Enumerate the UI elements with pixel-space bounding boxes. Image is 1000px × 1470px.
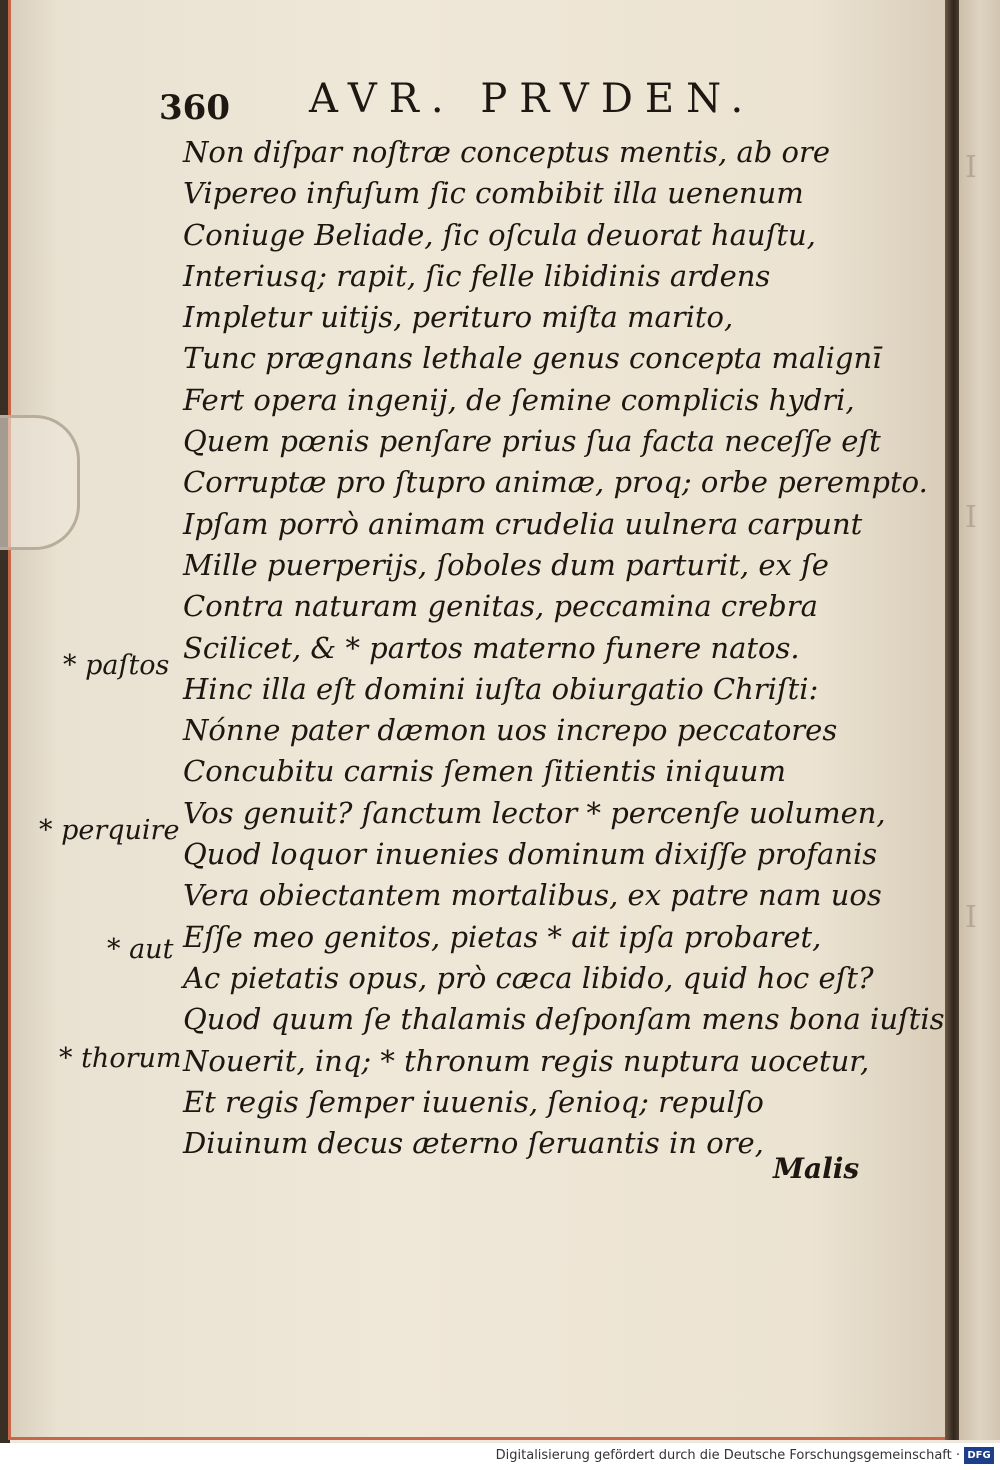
verse-block (183, 132, 945, 1164)
marginal-gloss-aut: * aut (107, 934, 174, 965)
verse-line: Impletur uitijs, periturο miſta marito, (183, 300, 734, 335)
verse-line: Vera obiectantem mortalibus, ex patre nam uos (183, 878, 882, 913)
digitization-footer (0, 1443, 1000, 1470)
verse-line: Vipereo infuſum ſic combibit illa uenenum (183, 176, 804, 211)
adjacent-page-edge (959, 0, 1000, 1440)
catchword: Malis (773, 1152, 860, 1185)
verse-line: Scilicet, & * partos materno funere natos. (183, 630, 800, 665)
verse-line: Quod quum ſe thalamis deſponſam mens bona iuſtis (183, 1002, 945, 1037)
verse-line: Corruptæ pro ſtupro animæ, proq; orbe perempto. (183, 465, 928, 500)
funding-notice: Digitalisierung gefördert durch die Deutsche Forschungsgemeinschaft · (495, 1448, 960, 1463)
verse-line: Ipſam porrò animam crudelia uulnera carpunt (183, 506, 863, 541)
marginal-gloss-perquire: * perquire (39, 815, 180, 846)
ghost-letter: I (965, 150, 977, 185)
page-number: 360 (159, 88, 230, 128)
verse-line: Vos genuit? ſanctum lector * percenſe uolumen, (183, 795, 886, 830)
ghost-letter: I (965, 900, 977, 935)
verse-line: Quod loquor inuenies dominum dixiſſe profanis (183, 837, 878, 872)
ghost-letter: I (965, 500, 977, 535)
book-gutter (945, 0, 959, 1440)
printed-page (8, 0, 953, 1440)
marginal-gloss-thorum: * thorum (59, 1043, 182, 1074)
verse-line: Contra naturam genitas, peccamina crebra (183, 589, 818, 624)
verse-line: Interiusq; rapit, ſic felle libidinis ardens (183, 258, 771, 293)
running-title: AVR. PRVDEN. (309, 76, 756, 122)
verse-line: Tunc prægnans lethale genus concepta malignī (183, 341, 882, 376)
verse-line: Eſſe meo genitos, pietas * ait ipſa probaret, (183, 919, 822, 954)
verse-line: Nónne pater dæmon uos increpo peccatores (183, 713, 838, 748)
verse-line: Non diſpar noſtræ conceptus mentis, ab ore (183, 135, 831, 169)
verse-line: Diuinum decus æterno ſeruantis in ore, (183, 1126, 764, 1161)
verse-line: Coniuge Beliade, ſic oſcula deuorat hauſtu, (183, 217, 816, 252)
verse-line: Ac pietatis opus, prò cæca libido, quid hoc eſt? (183, 960, 874, 995)
verse-line: Mille puerperijs, ſoboles dum parturit, ex ſe (183, 547, 829, 582)
verse-line: Concubitu carnis ſemen ſitientis iniquum (183, 754, 786, 789)
verse-line: Et regis ſemper iuuenis, ſenioq; repulſo (183, 1084, 764, 1119)
bookmark-ribbon (0, 415, 80, 550)
verse-line: Nouerit, inq; * thronum regis nuptura uocetur, (183, 1043, 870, 1078)
dfg-logo: DFG (964, 1447, 994, 1464)
marginal-gloss-pastos: * paſtos (63, 650, 170, 681)
verse-line: Fert opera ingenij, de ſemine complicis hydri, (183, 382, 855, 417)
verse-line: Quem pœnis penſare prius ſua facta neceſſe eſt (183, 424, 881, 459)
verse-line: Hinc illa eſt domini iuſta obiurgatio Chriſti: (183, 671, 819, 706)
